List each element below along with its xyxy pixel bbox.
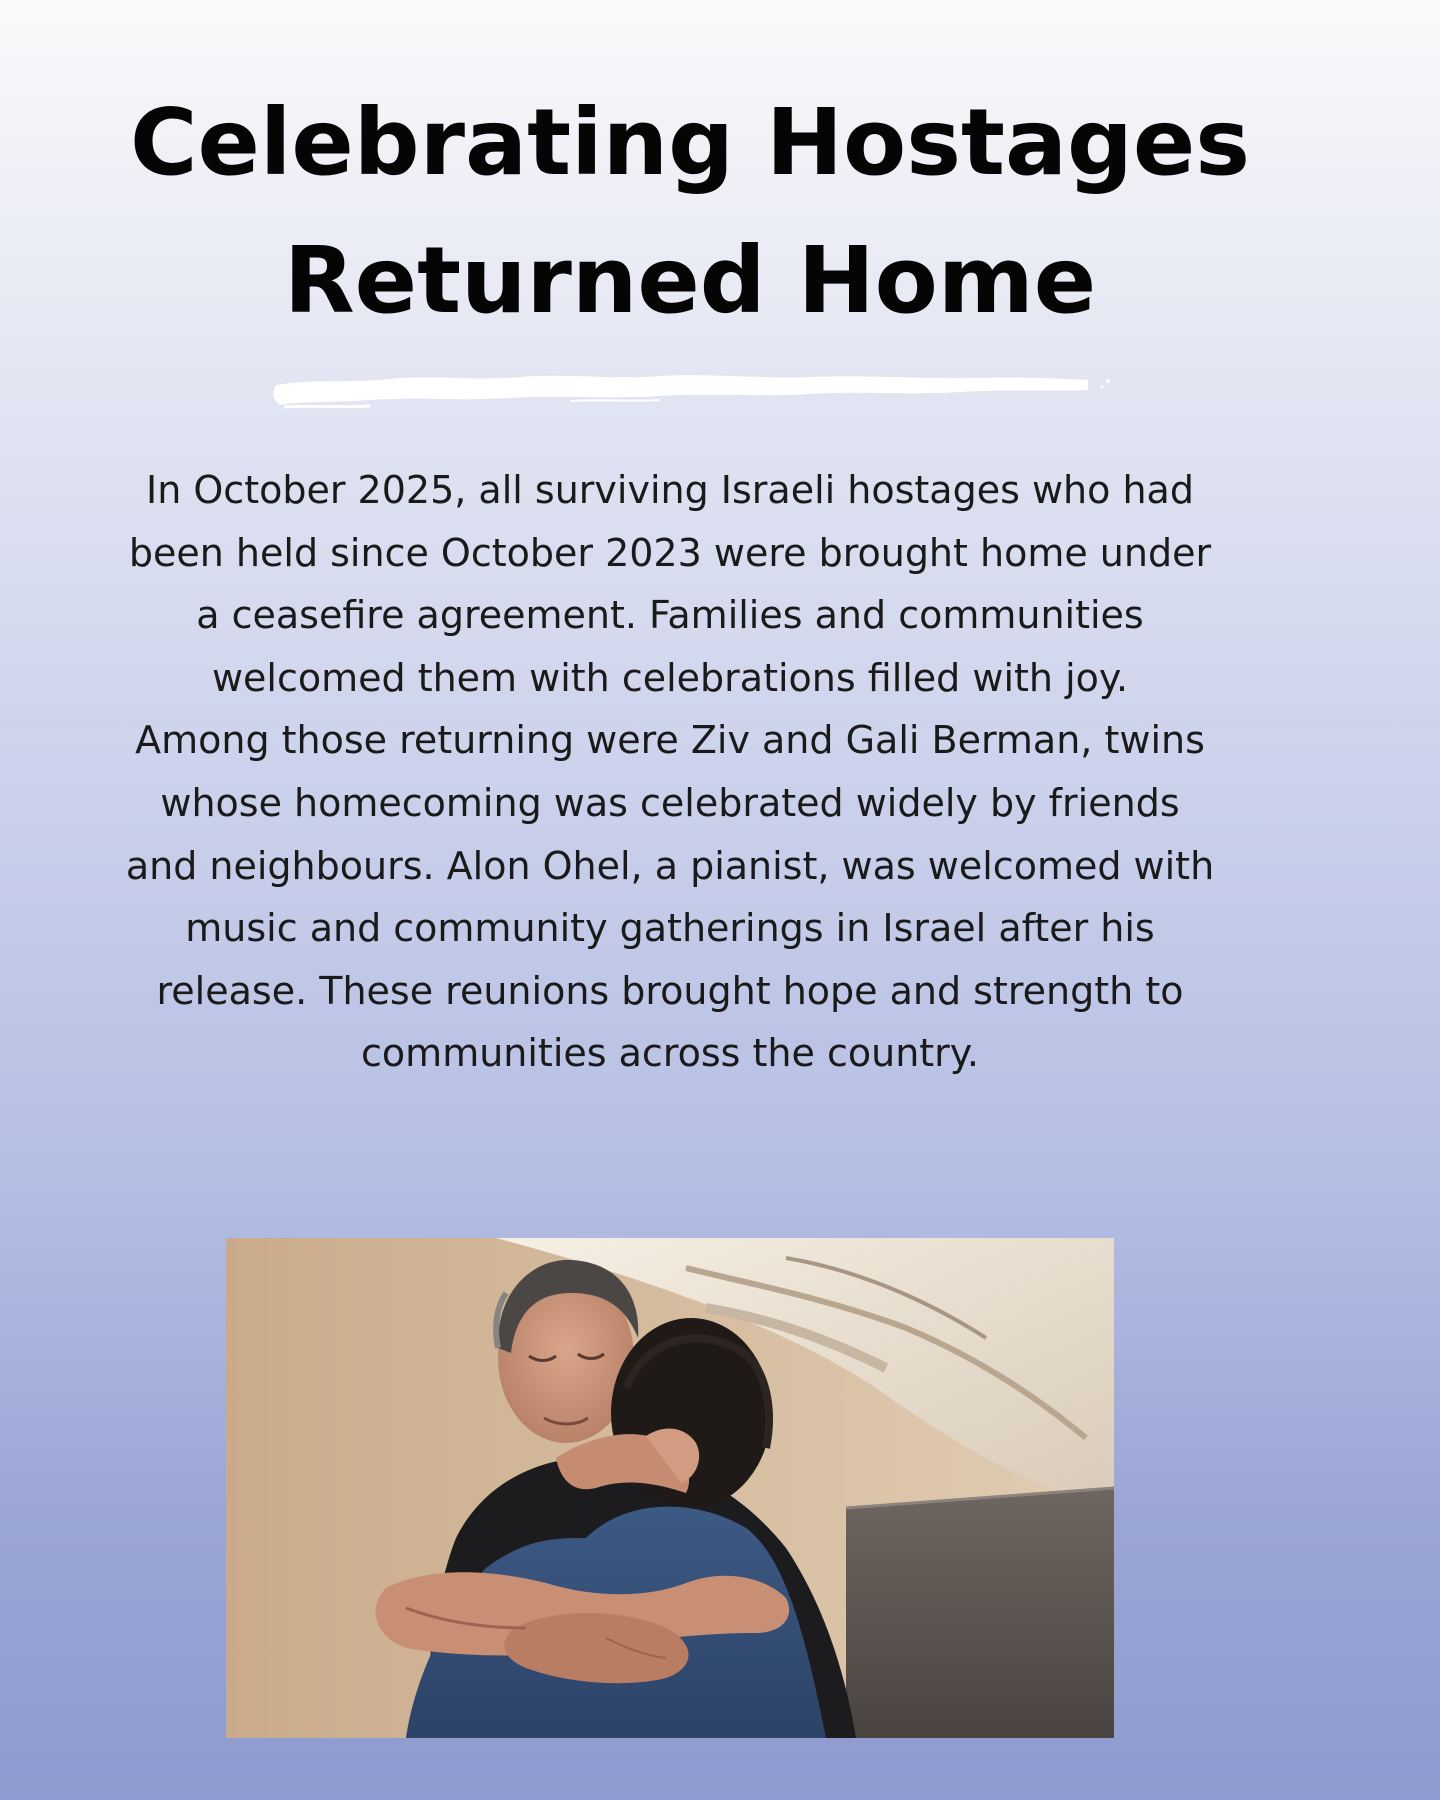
- title-line-1: Celebrating Hostages: [129, 89, 1251, 196]
- embracing-people-photo: [226, 1238, 1114, 1738]
- page-title: [0, 74, 1380, 350]
- brush-stroke-divider: [270, 365, 1120, 415]
- paragraph-1: In October 2025, all surviving Israeli hostages who had been held since October 2023 were brought home under a ceasefire agreement. Families and communities welcomed them with celebrations filled with joy.: [128, 468, 1212, 700]
- paragraph-2: Among those returning were Ziv and Gali Berman, twins whose homecoming was celebrated widely by friends and neighbours. Alon Ohel, a pianist, was welcomed with music and community gatherings in Israel after his release. These reunions brought hope and strength to communities across the country.: [125, 718, 1215, 1076]
- article-body: [120, 459, 1220, 1085]
- title-line-2: Returned Home: [283, 227, 1097, 334]
